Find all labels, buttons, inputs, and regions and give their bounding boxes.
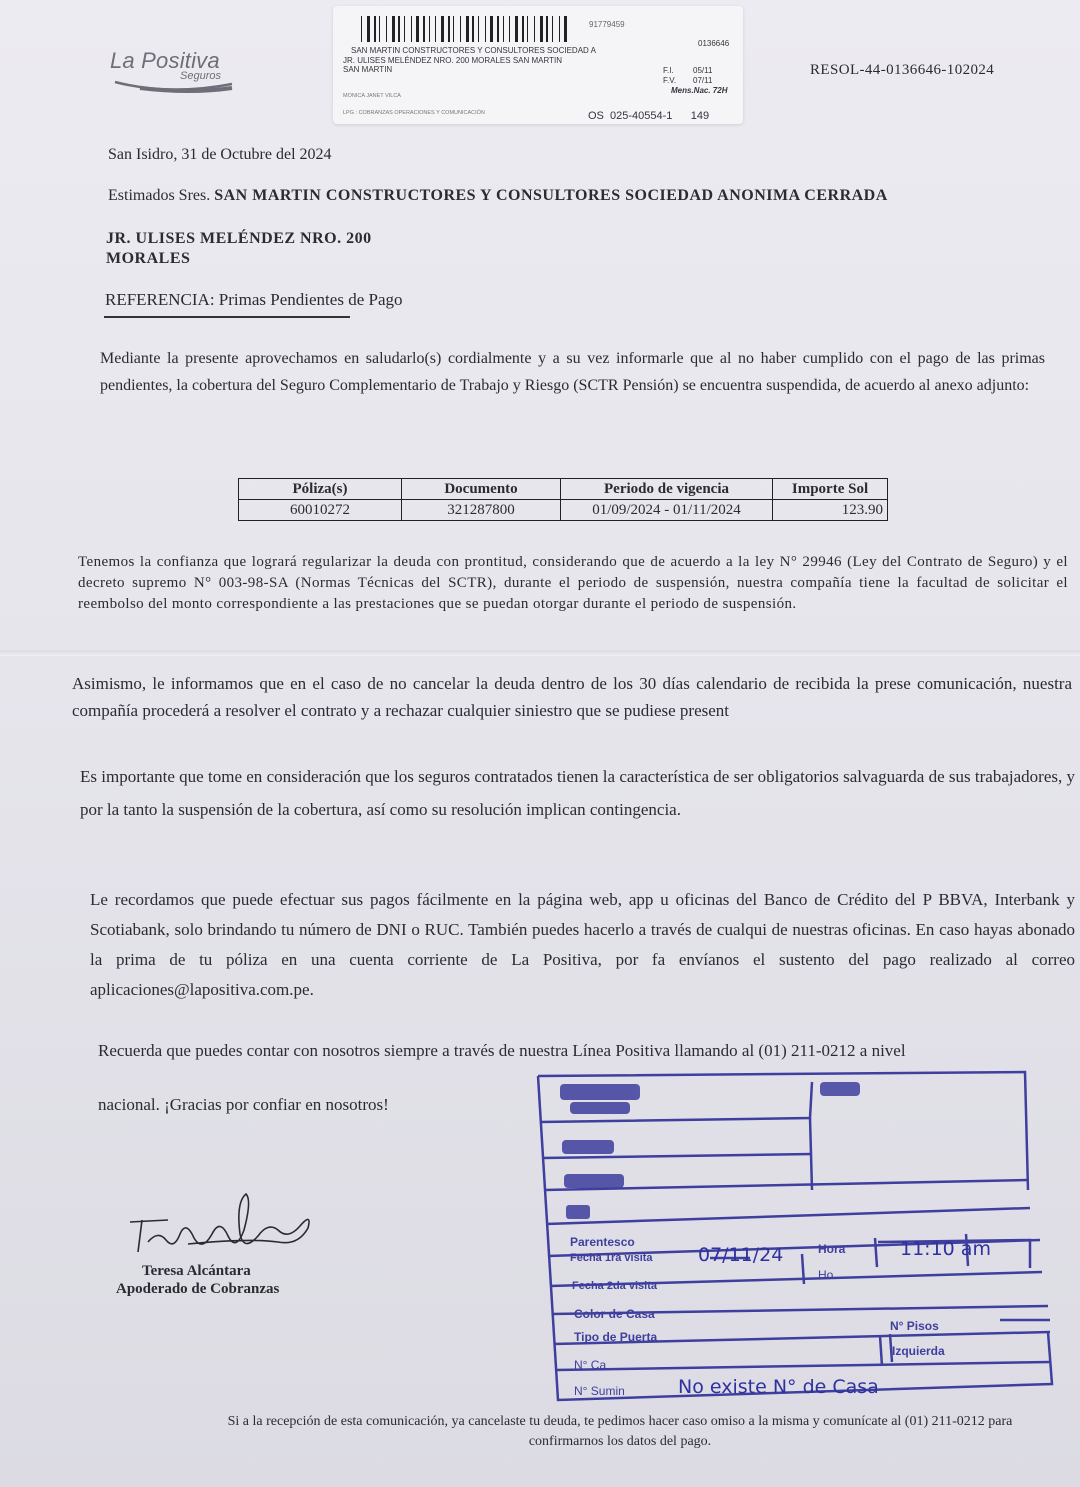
barcode-bar <box>379 16 380 42</box>
address-line2: MORALES <box>106 250 191 267</box>
barcode-bar <box>497 16 499 42</box>
fv-value: 07/11 <box>693 76 713 85</box>
stamp-puerta-label: Tipo de Puerta <box>574 1330 658 1344</box>
validity-period: 01/09/2024 - 01/11/2024 <box>561 500 773 521</box>
la-positiva-logo <box>110 48 245 82</box>
barcode-bar <box>552 16 553 42</box>
mens-nac: Mens.Nac. 72H <box>671 86 728 95</box>
date-line: San Isidro, 31 de Octubre del 2024 <box>108 146 332 163</box>
barcode-bar <box>411 16 412 42</box>
courier-visit-stamp <box>530 1062 1060 1402</box>
stamp-hora-value: 11:10 am <box>900 1238 991 1260</box>
paragraph-2: Tenemos la confianza que logrará regularizar la deuda con prontitud, considerando que de acuerdo a la ley N° 29946 (Ley del Contrato de Seguro) y el decreto supremo N° 003-98-SA (Normas Técnicas del SCTR), durante el periodo de suspensión, nuestra compañía tiene la facultad de solicitar el reembolso del monto correspondiente a las prestaciones que se puedan otorgar durante el periodo de suspensión. <box>78 554 1068 612</box>
barcode-bar <box>522 16 524 42</box>
table-header-row <box>239 479 888 500</box>
stamp-frame <box>530 1062 1060 1402</box>
barcode-icon <box>361 16 573 42</box>
barcode-bar <box>559 16 560 42</box>
resolution-number: RESOL-44-0136646-102024 <box>810 62 995 78</box>
barcode-bar <box>386 16 387 42</box>
barcode-bar <box>460 16 461 42</box>
label-address <box>343 46 653 75</box>
label-small2: LPG : COBRANZAS OPERACIONES Y COMUNICACIÓN <box>343 110 485 116</box>
mailing-label <box>333 6 743 124</box>
reference-underline <box>104 316 350 318</box>
paragraph-4: Es importante que tome en consideración que los seguros contratados tienen la característica de ser obligatorios salvaguarda de sus trabajadores, y por la tanto la suspensión de la cobertura, así como su resolución implican contingencia. <box>80 767 1075 819</box>
barcode-bar <box>404 16 405 42</box>
fi-label: F.I. <box>663 66 674 75</box>
label-dates <box>663 66 727 96</box>
stamp-sumin-label: N° Sumin <box>574 1384 625 1398</box>
stamp-ho-label: Ho <box>818 1268 834 1282</box>
barcode-bar <box>527 16 528 42</box>
barcode-bar <box>398 16 400 42</box>
table-header: Póliza(s) <box>239 479 402 500</box>
paragraph-3: Asimismo, le informamos que en el caso de no cancelar la deuda dentro de los 30 días calendario de recibida la prese comunicación, nuestra compañía procederá a resolver el contrato y a rechazar cualquier siniestro que se pudiese present <box>72 674 1072 720</box>
stamp-note: No existe N° de Casa <box>678 1376 879 1398</box>
barcode-bar <box>453 16 454 42</box>
stamp-izq-label: Izquierda <box>892 1344 945 1358</box>
logo-swoosh-icon <box>110 74 235 94</box>
signer-name: Teresa Alcántara <box>142 1263 251 1279</box>
table-header: Importe Sol <box>773 479 888 500</box>
fi-value: 05/11 <box>693 66 713 75</box>
signer-role: Apoderado de Cobranzas <box>116 1281 280 1297</box>
address-line1: JR. ULISES MELÉNDEZ NRO. 200 <box>106 230 372 247</box>
logo-sub: Seguros <box>180 70 221 82</box>
barcode-bar <box>392 16 395 42</box>
barcode-bar <box>490 16 493 42</box>
paragraph-6b: nacional. ¡Gracias por confiar en nosotros! <box>98 1095 389 1114</box>
barcode-bar <box>534 16 535 42</box>
table-header: Periodo de vigencia <box>561 479 773 500</box>
company-name: SAN MARTIN CONSTRUCTORES Y CONSULTORES SOCIEDAD ANONIMA CERRADA <box>214 187 888 204</box>
stamp-fecha-label: Fecha 1ra visita <box>570 1252 653 1264</box>
barcode-number: 91779459 <box>589 20 625 29</box>
barcode-bar <box>472 16 474 42</box>
barcode-bar <box>416 16 419 42</box>
label-small-print <box>343 88 485 122</box>
handwritten-signature-icon <box>128 1190 318 1260</box>
reference: REFERENCIA: Primas Pendientes de Pago <box>105 290 403 309</box>
barcode-bar <box>485 16 486 42</box>
stamp-nca-label: N° Ca <box>574 1358 607 1372</box>
table-header: Documento <box>402 479 561 500</box>
greeting <box>108 185 1008 207</box>
barcode-bar <box>509 16 510 42</box>
barcode-bar <box>448 16 450 42</box>
label-address1: JR. ULISES MELÉNDEZ NRO. 200 MORALES SAN MARTIN <box>343 55 563 65</box>
barcode-bar <box>423 16 425 42</box>
logo-brand: La Positiva <box>110 48 220 73</box>
amount: 123.90 <box>773 500 888 521</box>
label-address2: SAN MARTIN <box>343 65 393 74</box>
paragraph-5: Le recordamos que puede efectuar sus pagos fácilmente en la página web, app u oficinas del Banco de Crédito del P BBVA, Interbank y Scotiabank, solo brindando tu número de DNI o RUC. También puedes hacerlo a través de cualqui de nuestras oficinas. En caso hayas abonado la prima de tu póliza en una cuenta corriente de La Positiva, por fa envíanos el sustento del pago realizado al correo aplicaciones@lapositiva.com.pe. <box>90 890 1075 999</box>
barcode-bar <box>361 16 362 42</box>
policy-number: 60010272 <box>239 500 402 521</box>
greeting-prefix: Estimados Sres. <box>108 187 211 204</box>
barcode-bar <box>478 16 479 42</box>
barcode-bar <box>367 16 370 42</box>
stamp-pisos-label: N° Pisos <box>890 1319 939 1333</box>
paragraph-6a: Recuerda que puedes contar con nosotros siempre a través de nuestra Línea Positiva llamando al (01) 211-0212 a nivel <box>98 1041 906 1060</box>
barcode-bar <box>515 16 518 42</box>
table-row <box>239 500 888 521</box>
label-small1: MONICA JANET VILCA <box>343 93 401 99</box>
label-os: OS 025-40554-1 149 <box>588 110 710 122</box>
stamp-parentesco: Parentesco <box>570 1235 635 1249</box>
stamp-fecha-value: 07/11/24 <box>698 1244 784 1266</box>
stamp-hora-label: Hora <box>818 1242 846 1256</box>
label-addressee: SAN MARTIN CONSTRUCTORES Y CONSULTORES SOCIEDAD A <box>351 46 596 55</box>
paper-fold <box>0 650 1080 656</box>
barcode-bar <box>503 16 504 42</box>
barcode-bar <box>540 16 543 42</box>
fv-label: F.V. <box>663 76 677 85</box>
barcode-bar <box>441 16 444 42</box>
barcode-bar <box>435 16 436 42</box>
barcode-bar <box>429 16 430 42</box>
barcode-bar <box>564 16 567 42</box>
label-id: 0136646 <box>698 39 730 48</box>
barcode-bar <box>466 16 469 42</box>
stamp-fecha2-label: Fecha 2da visita <box>572 1280 657 1292</box>
barcode-bar <box>374 16 376 42</box>
stamp-color-label: Color de Casa <box>574 1307 655 1321</box>
document-number: 321287800 <box>402 500 561 521</box>
footer-note: Si a la recepción de esta comunicación, ya cancelaste tu deuda, te pedimos hacer caso omiso a la misma y comunícate al (01) 211-0212 para confirmarnos los datos del pago. <box>227 1414 1013 1449</box>
barcode-bar <box>546 16 548 42</box>
policy-table <box>238 478 888 521</box>
paragraph-1: Mediante la presente aprovechamos en saludarlo(s) cordialmente y a su vez informarle que al no haber cumplido con el pago de las primas pendientes, la cobertura del Seguro Complementario de Trabajo y Riesgo (SCTR Pensión) se encuentra suspendida, de acuerdo al anexo adjunto: <box>100 350 1045 394</box>
